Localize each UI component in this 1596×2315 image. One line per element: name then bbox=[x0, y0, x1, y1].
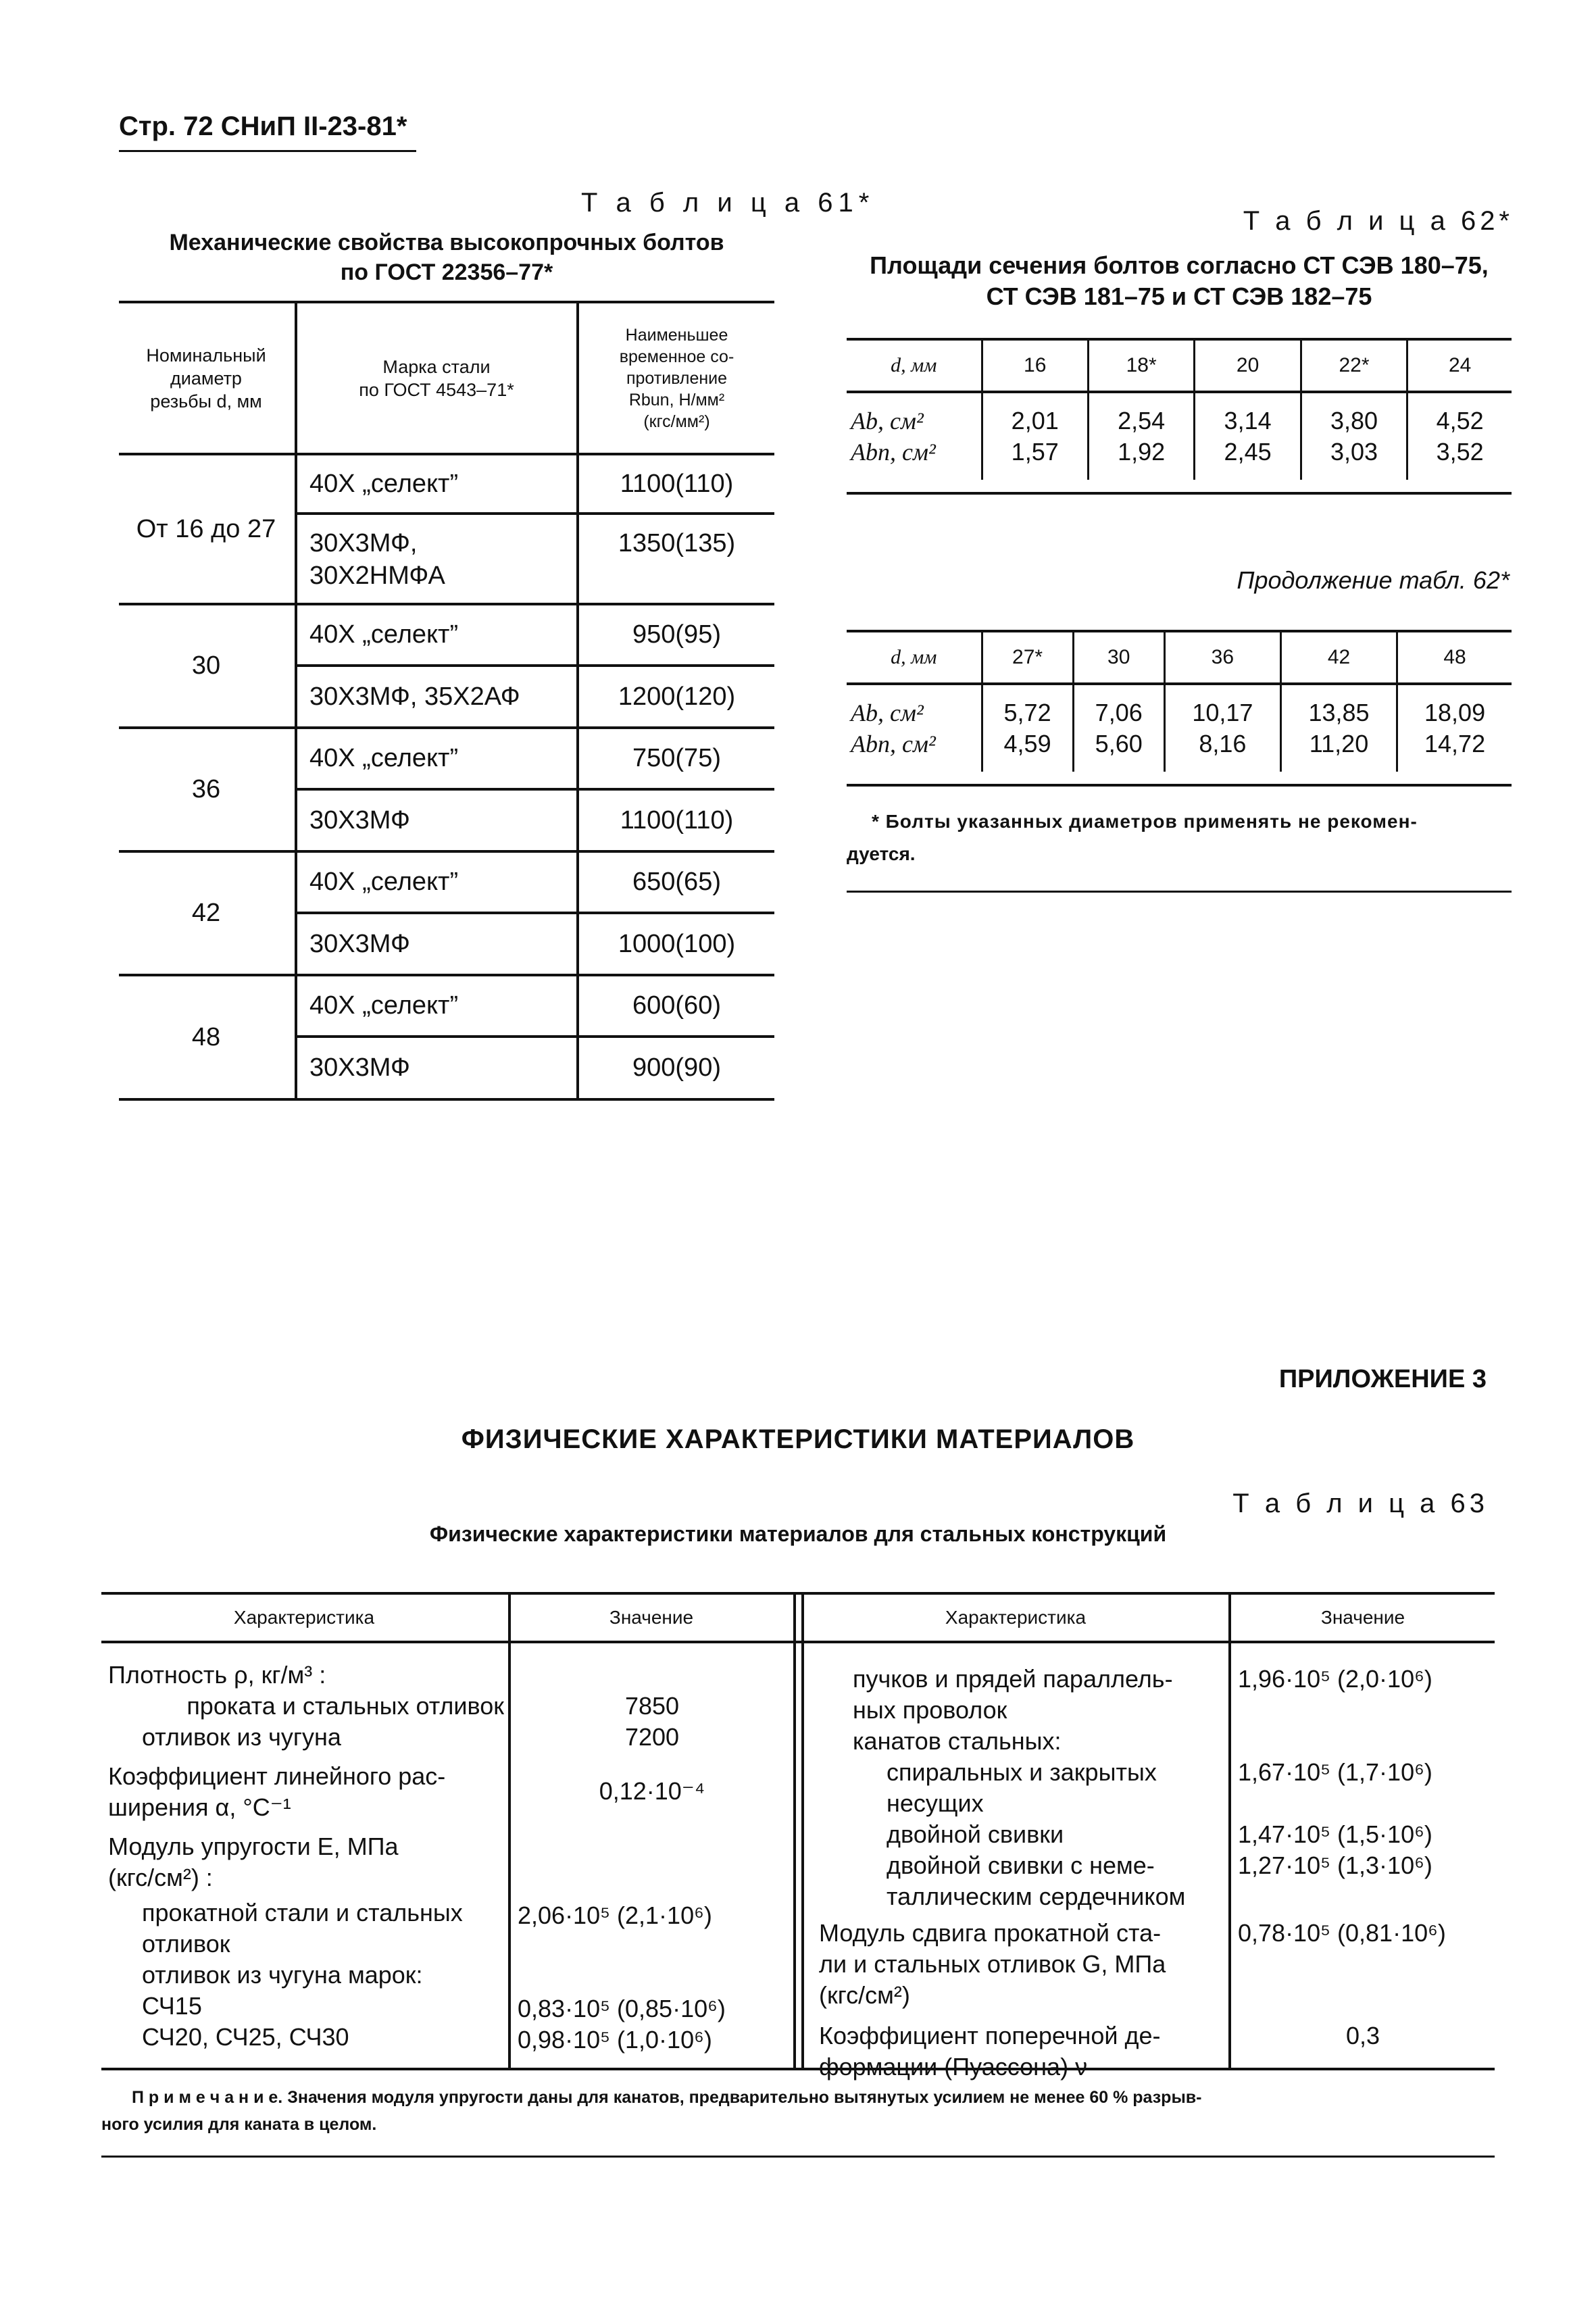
table62-area-cell bbox=[1397, 684, 1512, 772]
t63-right-line: пучков и прядей параллель- bbox=[853, 1665, 1173, 1693]
table63-header-value-left: Значение bbox=[609, 1607, 694, 1628]
t63-right-value: 1,47·10⁵ (1,5·10⁶) bbox=[1238, 1820, 1432, 1848]
t63-left-value: 2,06·10⁵ (2,1·10⁶) bbox=[518, 1901, 712, 1929]
header-line: Номинальный bbox=[146, 345, 266, 366]
table63-note-line1: П р и м е ч а н и е. Значения модуля упругости даны для канатов, предварительно вытянутых усилием не менее 60 % разрыв- bbox=[132, 2088, 1202, 2107]
table62-header-row bbox=[847, 341, 1512, 392]
abn-value: 4,59 bbox=[1003, 730, 1051, 757]
abn-value: 1,57 bbox=[1011, 438, 1059, 466]
table62-diameter: 16 bbox=[982, 341, 1088, 392]
table62-d-label: d, мм bbox=[847, 341, 982, 392]
table61-header-diameter bbox=[119, 304, 293, 453]
abn-value: 3,03 bbox=[1330, 438, 1378, 466]
t63-right-value: 1,96·10⁵ (2,0·10⁶) bbox=[1238, 1665, 1432, 1693]
table62-footnote-line1: * Болты указанных диаметров применять не рекомен- bbox=[872, 811, 1418, 832]
table62-diameter: 20 bbox=[1195, 341, 1301, 392]
table61-top-rule bbox=[119, 301, 774, 303]
table62-footnote-rule bbox=[847, 891, 1512, 893]
abn-label: Abn, см² bbox=[851, 730, 936, 757]
table61-steel: 30Х3МФ, 30Х2НМФА bbox=[309, 529, 445, 590]
table62-data-row bbox=[847, 684, 1512, 772]
ab-value: 2,01 bbox=[1011, 407, 1059, 434]
table62-label: Т а б л и ц а 62* bbox=[1243, 206, 1514, 236]
table61-bottom-rule bbox=[119, 1098, 774, 1101]
table61-steel: 40Х „селект” bbox=[309, 991, 459, 1020]
header-rule bbox=[119, 150, 416, 152]
table62-area-labels bbox=[847, 392, 982, 480]
table61-steel: 30Х3МФ bbox=[309, 1053, 410, 1082]
abn-value: 5,60 bbox=[1095, 730, 1143, 757]
table62-diameter: 42 bbox=[1280, 632, 1397, 684]
header-line: Марка стали bbox=[382, 357, 491, 377]
table62-part2 bbox=[847, 632, 1512, 772]
table62-title-line2: СТ СЭВ 181–75 и СТ СЭВ 182–75 bbox=[986, 282, 1372, 310]
t63-right-line: двойной свивки с неме- bbox=[887, 1851, 1155, 1879]
table62-diameter: 22* bbox=[1301, 341, 1407, 392]
ab-value: 5,72 bbox=[1003, 699, 1051, 726]
header-line: Rbun, Н/мм² bbox=[628, 391, 725, 409]
t63-left-line: Коэффициент линейного рас- bbox=[108, 1762, 446, 1790]
t63-right-line: ли и стальных отливок G, МПа bbox=[819, 1950, 1166, 1978]
abn-value: 11,20 bbox=[1309, 730, 1369, 757]
table62-diameter: 18* bbox=[1088, 341, 1194, 392]
table62-area-cell bbox=[1280, 684, 1397, 772]
t63-left-line: Плотность ρ, кг/м³ : bbox=[108, 1661, 326, 1689]
appendix-label: ПРИЛОЖЕНИЕ 3 bbox=[1278, 1365, 1487, 1393]
ab-value: 4,52 bbox=[1436, 407, 1484, 434]
table61-label: Т а б л и ц а 61* bbox=[581, 188, 875, 218]
header-line: временное со- bbox=[619, 347, 734, 366]
table61-value: 1350(135) bbox=[618, 529, 736, 557]
t63-left-line: отливок из чугуна марок: bbox=[142, 1961, 423, 1989]
t63-right-line: Коэффициент поперечной де- bbox=[819, 2022, 1161, 2049]
t63-right-value: 1,27·10⁵ (1,3·10⁶) bbox=[1238, 1851, 1432, 1879]
table61-header-steel bbox=[297, 304, 576, 453]
table62-area-cell bbox=[1407, 392, 1512, 480]
table62-diameter: 24 bbox=[1407, 341, 1512, 392]
table62-area-cell bbox=[982, 684, 1073, 772]
ab-value: 7,06 bbox=[1095, 699, 1143, 726]
table63-note-line2: ного усилия для каната в целом. bbox=[101, 2115, 377, 2134]
table61-steel: 30Х3МФ bbox=[309, 805, 410, 835]
table63-vrule-left-value bbox=[508, 1592, 511, 2069]
table61-value: 750(75) bbox=[632, 744, 721, 772]
table62-continuation: Продолжение табл. 62* bbox=[1237, 566, 1510, 594]
t63-left-line: отливок bbox=[142, 1930, 230, 1958]
t63-left-line: Модуль упругости E, МПа bbox=[108, 1833, 399, 1860]
page-header: Стр. 72 СНиП II-23-81* bbox=[119, 111, 407, 141]
table63-left-rows bbox=[108, 1660, 504, 2053]
abn-value: 14,72 bbox=[1424, 730, 1486, 757]
table61-steel: 40Х „селект” bbox=[309, 620, 459, 649]
t63-right-line: формации (Пуассона) ν bbox=[819, 2053, 1088, 2081]
t63-left-value: 7850 bbox=[624, 1692, 680, 1720]
table61-header-strength bbox=[579, 304, 774, 453]
table61-value: 1000(100) bbox=[618, 929, 736, 958]
t63-right-line: несущих bbox=[887, 1789, 984, 1817]
ab-value: 13,85 bbox=[1308, 699, 1370, 726]
t63-left-line: (кгс/см²) : bbox=[108, 1864, 213, 1891]
table61-row-rule bbox=[295, 512, 774, 515]
table61-value: 950(95) bbox=[632, 620, 721, 649]
table63-header-char-right: Характеристика bbox=[945, 1607, 1087, 1628]
t63-right-value: 1,67·10⁵ (1,7·10⁶) bbox=[1238, 1758, 1432, 1786]
header-line: диаметр bbox=[170, 368, 242, 389]
ab-value: 18,09 bbox=[1424, 699, 1486, 726]
table61-title-line1: Механические свойства высокопрочных болтов bbox=[169, 230, 724, 255]
t63-right-line: Модуль сдвига прокатной ста- bbox=[819, 1919, 1162, 1947]
t63-left-line: отливок из чугуна bbox=[142, 1723, 341, 1751]
table61-value: 600(60) bbox=[632, 991, 721, 1020]
table62-part1-bottom-rule bbox=[847, 492, 1512, 495]
t63-left-value: 0,12·10⁻⁴ bbox=[599, 1777, 705, 1805]
table63-bottom-rule bbox=[101, 2068, 1495, 2070]
table61-value: 650(65) bbox=[632, 868, 721, 896]
t63-right-line: (кгс/см²) bbox=[819, 1981, 910, 2009]
table62-data-row bbox=[847, 392, 1512, 480]
abn-label: Abn, см² bbox=[851, 439, 936, 466]
table62-area-cell bbox=[1164, 684, 1280, 772]
table61-title-line2: по ГОСТ 22356–77* bbox=[340, 259, 553, 285]
table62-area-cell bbox=[1088, 392, 1194, 480]
table62-area-cell bbox=[1195, 392, 1301, 480]
page-bottom-rule bbox=[101, 2156, 1495, 2158]
table63-header-value-right: Значение bbox=[1320, 1607, 1405, 1628]
ab-value: 10,17 bbox=[1192, 699, 1253, 726]
table61-steel: 30Х3МФ, 35Х2АФ bbox=[309, 682, 520, 711]
table62-footnote-line2: дуется. bbox=[847, 843, 916, 864]
t63-left-line: проката и стальных отливок bbox=[186, 1692, 504, 1720]
t63-right-value: 0,3 bbox=[1345, 2022, 1380, 2049]
table62-diameter: 30 bbox=[1073, 632, 1164, 684]
abn-value: 8,16 bbox=[1199, 730, 1247, 757]
table61-diameter: 48 bbox=[191, 1022, 221, 1051]
table61-diameter: От 16 до 27 bbox=[136, 514, 276, 543]
header-line: резьбы d, мм bbox=[150, 391, 262, 412]
abn-value: 2,45 bbox=[1224, 438, 1272, 466]
table62-d-label: d, мм bbox=[847, 632, 982, 684]
ab-label: Ab, см² bbox=[851, 407, 924, 434]
table61-steel: 40Х „селект” bbox=[309, 469, 459, 498]
t63-left-line: прокатной стали и стальных bbox=[142, 1899, 463, 1926]
abn-value: 3,52 bbox=[1436, 438, 1484, 466]
table61-steel: 40Х „селект” bbox=[309, 868, 459, 896]
t63-left-line: СЧ15 bbox=[142, 1992, 202, 2020]
t63-left-value: 0,98·10⁵ (1,0·10⁶) bbox=[518, 2026, 712, 2053]
table62-area-cell bbox=[1073, 684, 1164, 772]
header-line: противление bbox=[626, 369, 728, 388]
appendix-title: ФИЗИЧЕСКИЕ ХАРАКТЕРИСТИКИ МАТЕРИАЛОВ bbox=[461, 1424, 1135, 1454]
table61-value: 1100(110) bbox=[620, 469, 734, 498]
table61-value: 900(90) bbox=[632, 1053, 721, 1082]
header-line: Наименьшее bbox=[625, 326, 728, 345]
table61-steel: 40Х „селект” bbox=[309, 744, 459, 772]
ab-label: Ab, см² bbox=[851, 699, 924, 726]
header-line: по ГОСТ 4543–71* bbox=[359, 380, 514, 400]
table62-diameter: 27* bbox=[982, 632, 1073, 684]
table62-area-labels bbox=[847, 684, 982, 772]
table62-part2-bottom-rule bbox=[847, 784, 1512, 787]
table61-diameter: 42 bbox=[191, 899, 221, 927]
abn-value: 1,92 bbox=[1118, 438, 1166, 466]
ab-value: 3,14 bbox=[1224, 407, 1272, 434]
table63-vrule-double-1 bbox=[793, 1592, 796, 2069]
table63-vrule-double-2 bbox=[801, 1592, 804, 2069]
table63-label: Т а б л и ц а 63 bbox=[1232, 1489, 1489, 1518]
t63-right-line: канатов стальных: bbox=[853, 1727, 1062, 1755]
t63-left-value: 0,83·10⁵ (0,85·10⁶) bbox=[518, 1995, 726, 2022]
table62-diameter: 36 bbox=[1164, 632, 1280, 684]
t63-left-line: СЧ20, СЧ25, СЧ30 bbox=[142, 2023, 349, 2051]
table62-header-row bbox=[847, 632, 1512, 684]
table63-header-char-left: Характеристика bbox=[233, 1607, 375, 1628]
t63-left-value: 7200 bbox=[624, 1723, 680, 1751]
table62-part1 bbox=[847, 341, 1512, 480]
t63-right-line: двойной свивки bbox=[887, 1820, 1064, 1848]
table62-title-line1: Площади сечения болтов согласно СТ СЭВ 180–75, bbox=[870, 251, 1489, 279]
table62-area-cell bbox=[1301, 392, 1407, 480]
table61-value: 1200(120) bbox=[618, 682, 736, 711]
table62-area-cell bbox=[982, 392, 1088, 480]
table61-steel: 30Х3МФ bbox=[309, 929, 410, 958]
table61-value: 1100(110) bbox=[620, 805, 734, 835]
table63-right-rows bbox=[819, 1664, 1224, 2083]
table61-diameter: 30 bbox=[191, 651, 221, 680]
table61-diameter: 36 bbox=[191, 775, 221, 803]
ab-value: 2,54 bbox=[1118, 407, 1166, 434]
table63-vrule-right-value bbox=[1228, 1592, 1231, 2069]
table62-diameter: 48 bbox=[1397, 632, 1512, 684]
ab-value: 3,80 bbox=[1330, 407, 1378, 434]
table63-title: Физические характеристики материалов для стальных конструкций bbox=[429, 1522, 1167, 1546]
t63-right-line: таллическим сердечником bbox=[887, 1883, 1186, 1910]
table63-header-rule bbox=[101, 1641, 1495, 1643]
t63-right-line: ных проволок bbox=[853, 1696, 1007, 1724]
header-line: (кгс/мм²) bbox=[643, 412, 710, 431]
t63-right-line: спиральных и закрытых bbox=[887, 1758, 1157, 1786]
t63-right-value: 0,78·10⁵ (0,81·10⁶) bbox=[1238, 1919, 1446, 1947]
t63-left-line: ширения α, °C⁻¹ bbox=[108, 1793, 291, 1821]
